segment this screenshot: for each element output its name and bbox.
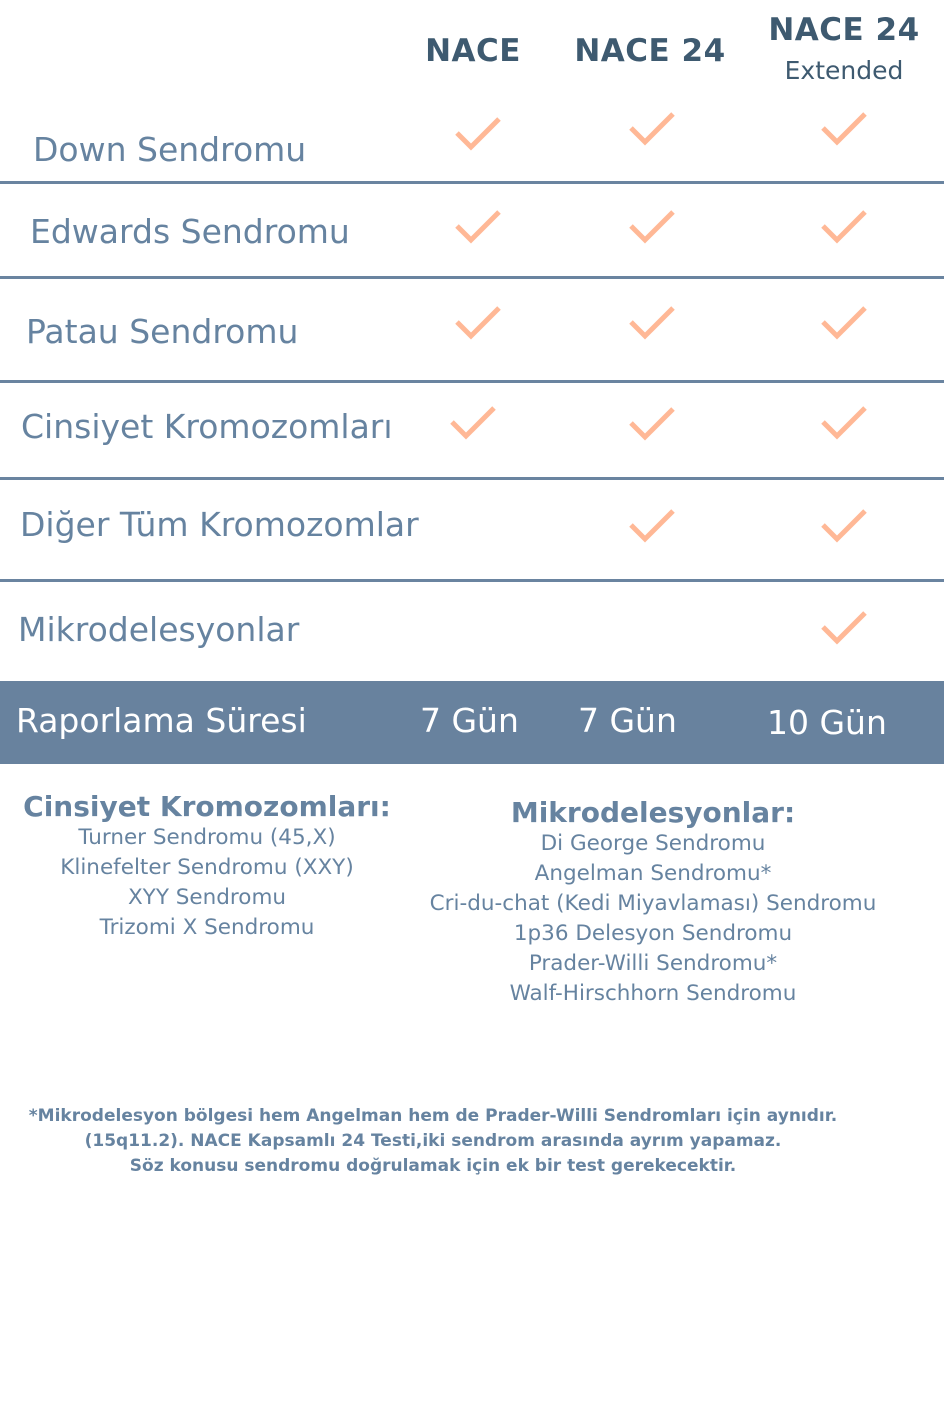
column-header-nace: NACE	[425, 33, 521, 69]
list-item: 1p36 Delesyon Sendromu	[513, 921, 793, 946]
row-divider	[0, 380, 944, 383]
reporting-time-nace-24: 7 Gün	[578, 701, 677, 740]
check-icon	[627, 403, 679, 447]
column-subheader-extended: Extended	[784, 56, 904, 85]
check-icon	[819, 302, 871, 346]
row-label-patau-sendromu: Patau Sendromu	[26, 312, 299, 351]
check-icon	[819, 607, 871, 651]
sex-chromosomes-title: Cinsiyet Kromozomları:	[23, 790, 391, 823]
check-icon	[453, 113, 505, 157]
reporting-time-band	[0, 681, 944, 764]
check-icon	[819, 505, 871, 549]
list-item: Cri-du-chat (Kedi Miyavlaması) Sendromu	[429, 891, 877, 916]
check-icon	[627, 505, 679, 549]
column-header-nace-24-extended: NACE 24	[768, 12, 920, 48]
reporting-time-label: Raporlama Süresi	[16, 701, 307, 740]
list-item: Trizomi X Sendromu	[99, 915, 315, 940]
footnote-line: (15q11.2). NACE Kapsamlı 24 Testi,iki sendrom arasında ayrım yapamaz.	[84, 1131, 782, 1151]
list-item: Klinefelter Sendromu (XXY)	[60, 855, 354, 880]
check-icon	[627, 108, 679, 152]
check-icon	[453, 206, 505, 250]
check-icon	[819, 108, 871, 152]
check-icon	[627, 302, 679, 346]
list-item: Di George Sendromu	[540, 831, 766, 856]
list-item: Turner Sendromu (45,X)	[78, 825, 336, 850]
check-icon	[453, 302, 505, 346]
microdeletions-section	[410, 796, 896, 1009]
row-divider	[0, 181, 944, 184]
reporting-time-nace: 7 Gün	[420, 701, 519, 740]
row-divider	[0, 477, 944, 480]
check-icon	[627, 206, 679, 250]
reporting-time-nace-24-extended: 10 Gün	[767, 703, 887, 742]
footnote-line: Söz konusu sendromu doğrulamak için ek bir test gerekecektir.	[129, 1156, 737, 1176]
list-item: Angelman Sendromu*	[534, 861, 772, 886]
microdeletions-title: Mikrodelesyonlar:	[510, 796, 796, 829]
footnote	[0, 1104, 866, 1179]
check-icon	[819, 402, 871, 446]
row-label-cinsiyet-kromozomlari: Cinsiyet Kromozomları	[21, 407, 393, 446]
row-label-diger-tum-kromozomlar: Diğer Tüm Kromozomlar	[20, 505, 419, 544]
sex-chromosomes-section	[0, 790, 414, 943]
column-header-nace-24: NACE 24	[574, 33, 726, 69]
row-divider	[0, 276, 944, 279]
row-divider	[0, 579, 944, 582]
list-item: Prader-Willi Sendromu*	[528, 951, 778, 976]
list-item: Walf-Hirschhorn Sendromu	[509, 981, 797, 1006]
footnote-line: *Mikrodelesyon bölgesi hem Angelman hem de Prader-Willi Sendromları için aynıdır.	[28, 1106, 838, 1126]
check-icon	[448, 402, 500, 446]
row-label-mikrodelesyonlar: Mikrodelesyonlar	[18, 610, 300, 649]
row-label-down-sendromu: Down Sendromu	[33, 130, 307, 169]
list-item: XYY Sendromu	[127, 885, 287, 910]
check-icon	[819, 206, 871, 250]
row-label-edwards-sendromu: Edwards Sendromu	[30, 212, 350, 251]
